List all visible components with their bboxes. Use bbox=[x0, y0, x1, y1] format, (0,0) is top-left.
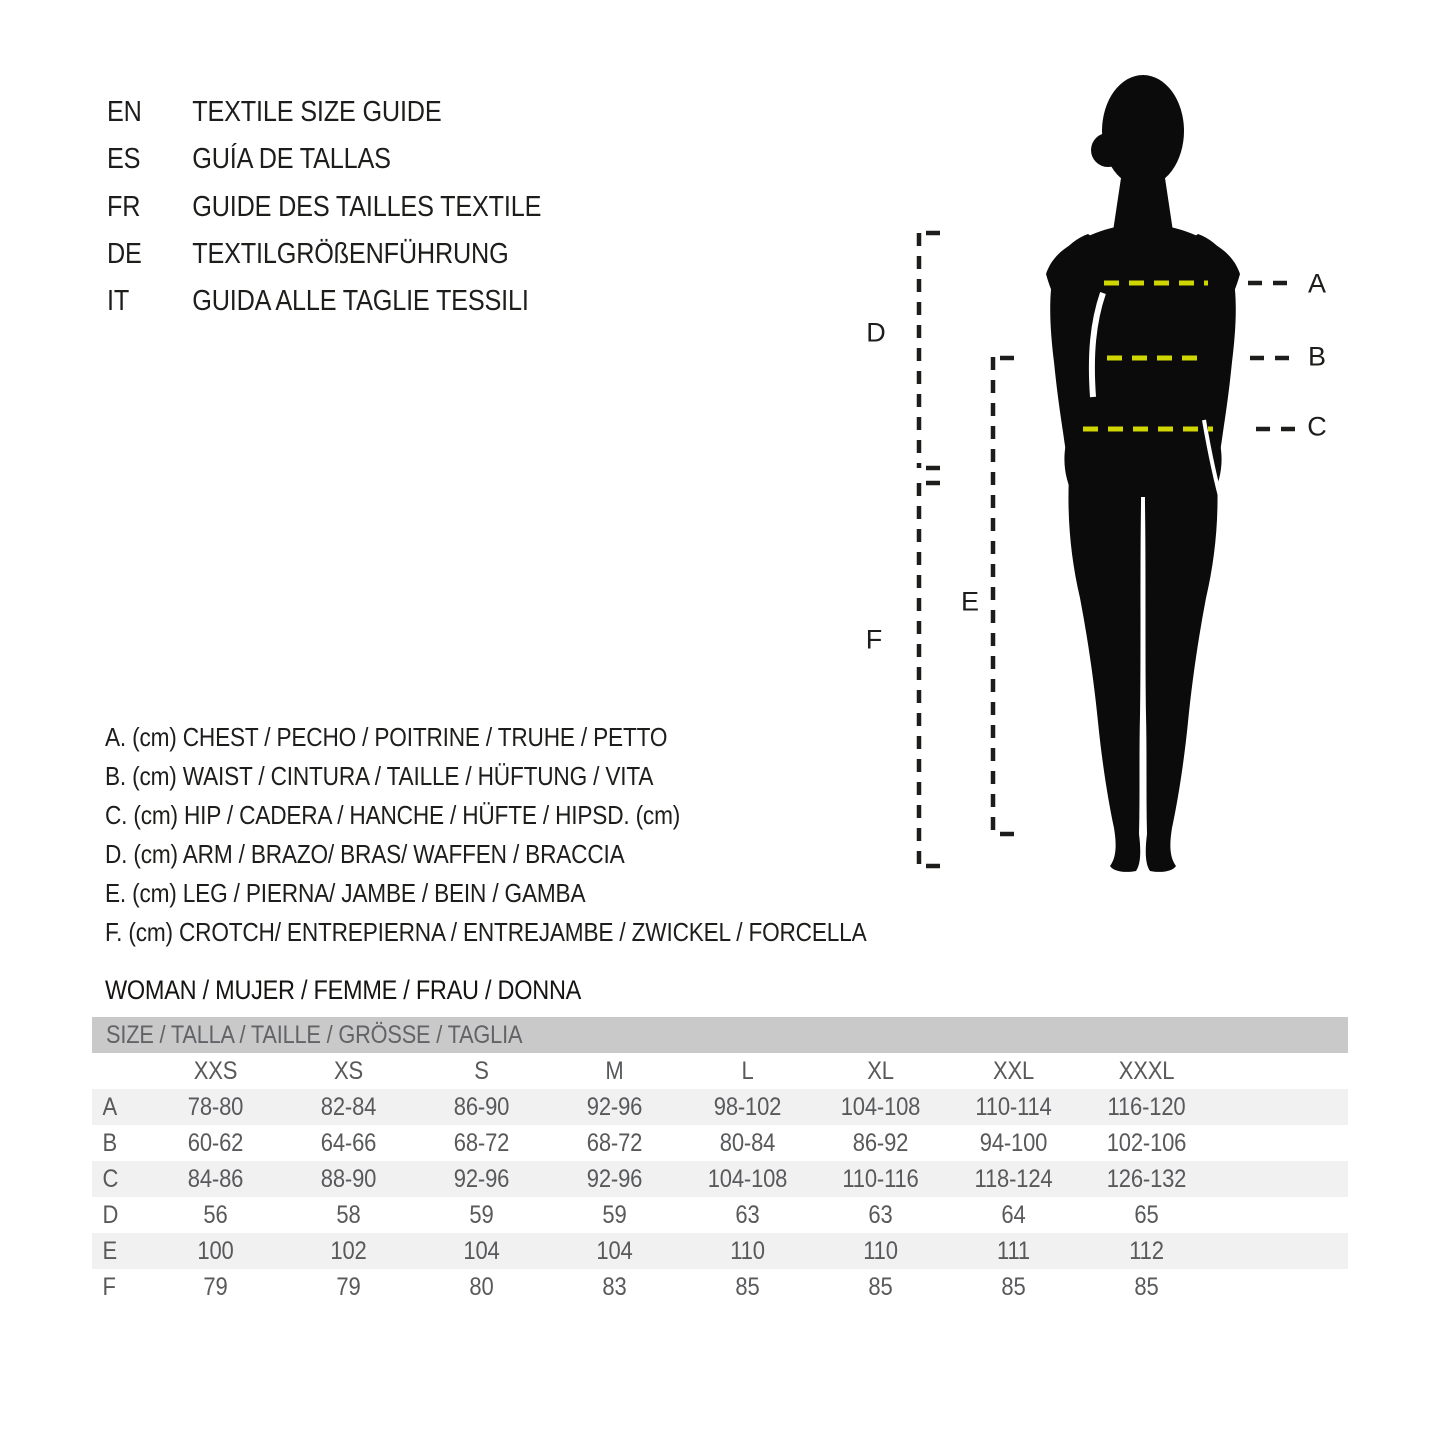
legend-item-crotch: F. (cm) CROTCH/ ENTREPIERNA / ENTREJAMBE / ZWICKEL / FORCELLA bbox=[105, 917, 867, 947]
arm-label-d: D bbox=[866, 317, 886, 348]
cell: 112 bbox=[1129, 1236, 1164, 1265]
cell: 59 bbox=[602, 1200, 627, 1229]
cell: 92-96 bbox=[586, 1092, 643, 1121]
row-label: F bbox=[102, 1272, 117, 1301]
table-row-d bbox=[92, 1197, 1348, 1233]
language-code: ES bbox=[107, 143, 141, 176]
legend-item-chest: A. (cm) CHEST / PECHO / POITRINE / TRUHE / PETTO bbox=[105, 722, 668, 752]
col-header-l: L bbox=[741, 1056, 754, 1085]
cell: 118-124 bbox=[974, 1164, 1053, 1193]
row-label: A bbox=[102, 1092, 118, 1121]
gender-heading: WOMAN / MUJER / FEMME / FRAU / DONNA bbox=[105, 975, 582, 1005]
cell: 94-100 bbox=[979, 1128, 1048, 1157]
waist-label-b: B bbox=[1307, 341, 1327, 372]
table-row-c bbox=[92, 1161, 1348, 1197]
cell: 104 bbox=[596, 1236, 633, 1265]
cell: 64-66 bbox=[320, 1128, 377, 1157]
cell: 65 bbox=[1134, 1200, 1159, 1229]
cell: 92-96 bbox=[586, 1164, 643, 1193]
row-label: E bbox=[102, 1236, 118, 1265]
table-row-f bbox=[92, 1269, 1348, 1305]
language-row-fr bbox=[107, 184, 541, 231]
col-header-xs: XS bbox=[333, 1056, 363, 1085]
cell: 59 bbox=[469, 1200, 494, 1229]
cell: 92-96 bbox=[453, 1164, 510, 1193]
chest-label-a: A bbox=[1307, 268, 1327, 299]
language-title: GUÍA DE TALLAS bbox=[192, 143, 391, 176]
cell: 126-132 bbox=[1106, 1164, 1187, 1193]
language-code: FR bbox=[107, 190, 141, 223]
language-row-en bbox=[107, 89, 541, 136]
legend-item-waist: B. (cm) WAIST / CINTURA / TAILLE / HÜFTUNG / VITA bbox=[105, 761, 654, 791]
hip-label-c: C bbox=[1307, 411, 1327, 442]
cell: 78-80 bbox=[187, 1092, 244, 1121]
col-header-xxs: XXS bbox=[193, 1056, 238, 1085]
cell: 79 bbox=[336, 1272, 361, 1301]
table-row-b bbox=[92, 1125, 1348, 1161]
col-header-xl: XL bbox=[867, 1056, 894, 1085]
language-code: EN bbox=[107, 96, 142, 128]
cell: 86-92 bbox=[852, 1128, 909, 1157]
cell: 85 bbox=[868, 1272, 893, 1301]
cell: 110 bbox=[863, 1236, 898, 1265]
col-header-s: S bbox=[474, 1056, 489, 1085]
leg-label-e: E bbox=[960, 586, 980, 617]
cell: 63 bbox=[868, 1200, 893, 1229]
cell: 58 bbox=[336, 1200, 361, 1229]
language-title-block bbox=[107, 89, 606, 325]
crotch-label-f: F bbox=[865, 624, 883, 655]
cell: 110 bbox=[730, 1236, 765, 1265]
row-label: D bbox=[102, 1200, 119, 1229]
legend-item-arm: D. (cm) ARM / BRAZO/ BRAS/ WAFFEN / BRACCIA bbox=[105, 839, 625, 869]
cell: 68-72 bbox=[586, 1128, 643, 1157]
cell: 116-120 bbox=[1107, 1092, 1186, 1121]
cell: 84-86 bbox=[187, 1164, 244, 1193]
cell: 110-114 bbox=[975, 1092, 1052, 1121]
left-underarm-gap bbox=[1092, 293, 1103, 397]
cell: 100 bbox=[197, 1236, 234, 1265]
legend-item-hip: C. (cm) HIP / CADERA / HANCHE / HÜFTE / HIPSD. (cm) bbox=[105, 800, 681, 830]
cell: 88-90 bbox=[320, 1164, 377, 1193]
cell: 83 bbox=[602, 1272, 627, 1301]
woman-silhouette bbox=[1046, 75, 1240, 872]
language-title: GUIDE DES TAILLES TEXTILE bbox=[192, 190, 542, 223]
language-title: TEXTILGRÖßENFÜHRUNG bbox=[192, 237, 509, 270]
cell: 102-106 bbox=[1106, 1128, 1187, 1157]
language-title: TEXTILE SIZE GUIDE bbox=[192, 96, 442, 128]
cell: 82-84 bbox=[320, 1092, 377, 1121]
language-title: GUIDA ALLE TAGLIE TESSILI bbox=[192, 285, 529, 318]
cell: 111 bbox=[997, 1236, 1030, 1265]
cell: 80 bbox=[469, 1272, 494, 1301]
table-row-e bbox=[92, 1233, 1348, 1269]
language-row-es bbox=[107, 136, 541, 183]
cell: 86-90 bbox=[453, 1092, 510, 1121]
cell: 56 bbox=[203, 1200, 228, 1229]
cell: 104-108 bbox=[840, 1092, 921, 1121]
cell: 98-102 bbox=[713, 1092, 782, 1121]
row-label: B bbox=[102, 1128, 118, 1157]
row-label: C bbox=[102, 1164, 119, 1193]
cell: 104 bbox=[463, 1236, 500, 1265]
size-table-title-band bbox=[92, 1017, 1348, 1053]
cell: 85 bbox=[735, 1272, 760, 1301]
col-header-xxl: XXL bbox=[992, 1056, 1035, 1085]
language-code: IT bbox=[107, 285, 130, 318]
cell: 63 bbox=[735, 1200, 760, 1229]
col-header-m: M bbox=[605, 1056, 624, 1085]
size-table bbox=[92, 1017, 1348, 1305]
cell: 79 bbox=[203, 1272, 228, 1301]
language-row-de bbox=[107, 231, 541, 278]
cell: 60-62 bbox=[187, 1128, 244, 1157]
cell: 102 bbox=[330, 1236, 367, 1265]
right-underarm-gap bbox=[1204, 420, 1226, 518]
cell: 104-108 bbox=[707, 1164, 788, 1193]
cell: 85 bbox=[1001, 1272, 1026, 1301]
cell: 85 bbox=[1134, 1272, 1159, 1301]
size-table-title: SIZE / TALLA / TAILLE / GRÖSSE / TAGLIA bbox=[106, 1020, 523, 1049]
cell: 80-84 bbox=[719, 1128, 776, 1157]
language-row-it bbox=[107, 278, 541, 325]
cell: 68-72 bbox=[453, 1128, 510, 1157]
language-code: DE bbox=[107, 237, 142, 270]
cell: 64 bbox=[1001, 1200, 1026, 1229]
table-row-a bbox=[92, 1089, 1348, 1125]
legend-item-leg: E. (cm) LEG / PIERNA/ JAMBE / BEIN / GAMBA bbox=[105, 878, 586, 908]
col-header-xxxl: XXXL bbox=[1118, 1056, 1175, 1085]
cell: 110-116 bbox=[842, 1164, 919, 1193]
size-table-header-row bbox=[92, 1053, 1348, 1089]
measurement-legend bbox=[105, 718, 980, 952]
